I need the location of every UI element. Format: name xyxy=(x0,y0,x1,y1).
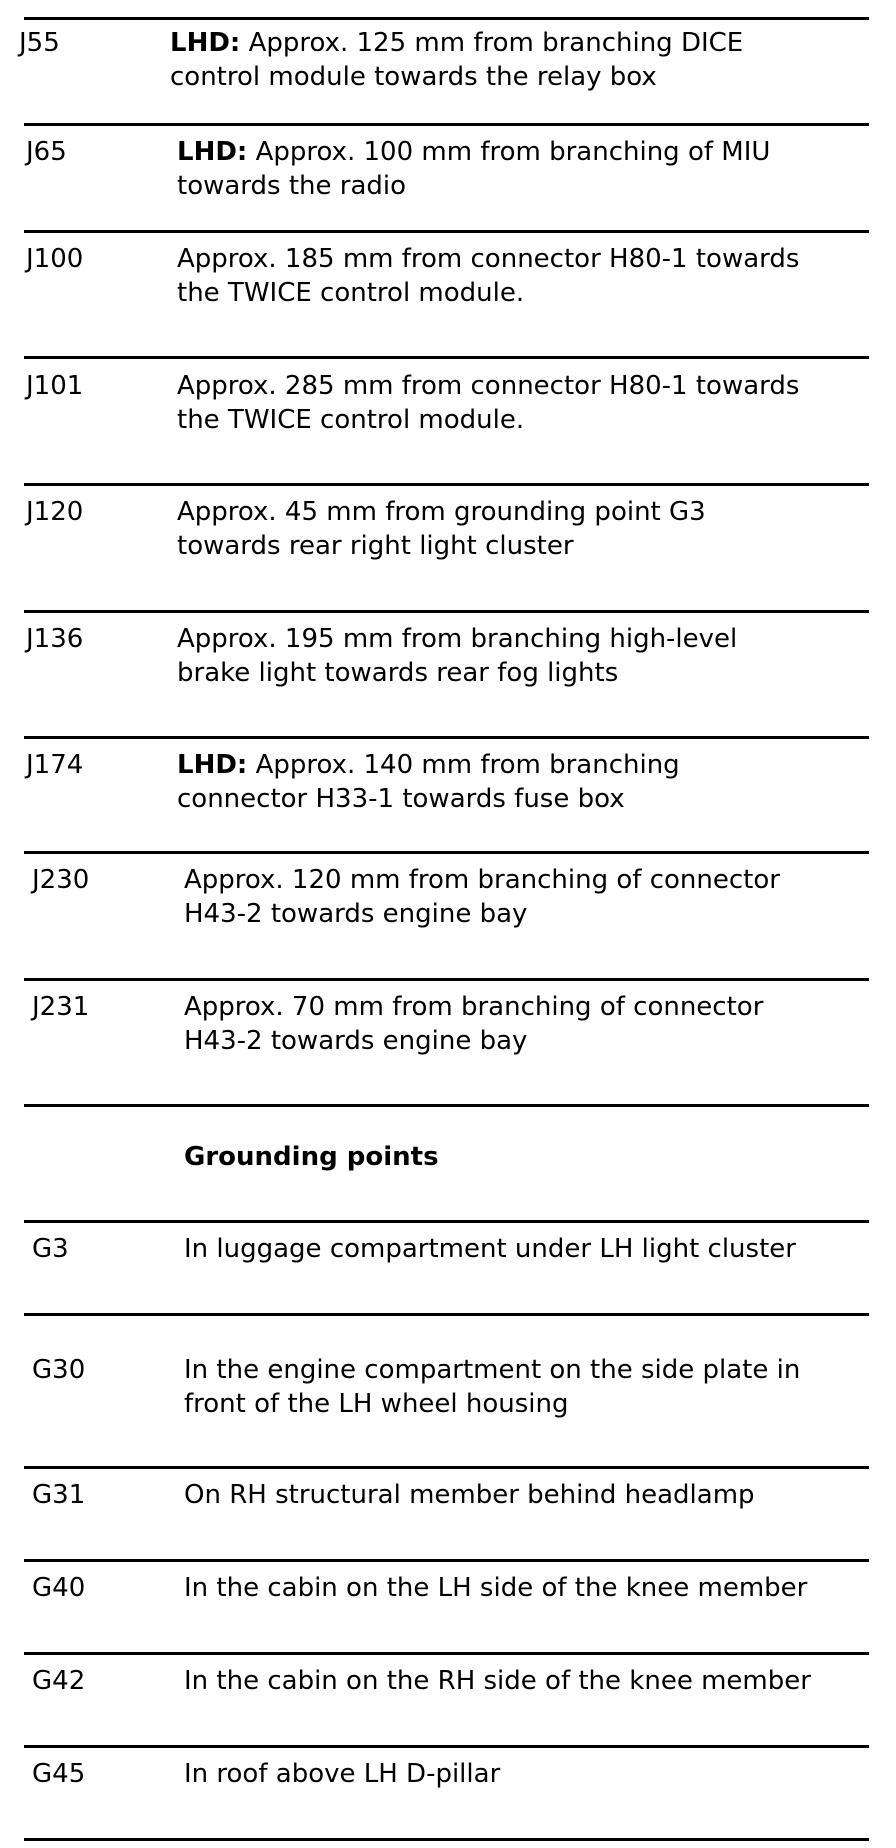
row-description-line: In the cabin on the LH side of the knee member xyxy=(184,1573,808,1603)
row-description xyxy=(177,242,799,310)
row-description xyxy=(184,990,763,1058)
row-code: G42 xyxy=(32,1666,86,1696)
table-rule xyxy=(24,610,869,613)
row-description-text: Approx. 140 mm from branching xyxy=(255,750,680,780)
row-description-line: In roof above LH D-pillar xyxy=(184,1759,501,1789)
row-code: J100 xyxy=(26,244,84,274)
row-description xyxy=(184,1664,811,1698)
row-description-line: connector H33-1 towards fuse box xyxy=(177,784,625,814)
row-code: J65 xyxy=(26,137,67,167)
row-description xyxy=(177,495,706,563)
section-heading: Grounding points xyxy=(184,1142,439,1172)
table-rule xyxy=(24,978,869,981)
lhd-label: LHD: xyxy=(177,750,248,780)
row-description-line xyxy=(177,748,680,782)
row-code: G31 xyxy=(32,1480,86,1510)
table-rule xyxy=(24,1559,869,1562)
table-rule xyxy=(24,851,869,854)
row-description-line: On RH structural member behind headlamp xyxy=(184,1480,755,1510)
table-rule xyxy=(24,483,869,486)
row-code: J174 xyxy=(26,750,84,780)
row-description xyxy=(177,748,680,816)
row-code: J231 xyxy=(32,992,90,1022)
row-description-line: Approx. 285 mm from connector H80-1 towards xyxy=(177,371,800,401)
row-description xyxy=(184,1353,800,1421)
table-rule xyxy=(24,1104,869,1107)
row-description-line xyxy=(177,135,770,169)
row-description xyxy=(184,1232,796,1266)
table-rule xyxy=(24,1466,869,1469)
row-code: G40 xyxy=(32,1573,86,1603)
row-description-line: H43-2 towards engine bay xyxy=(184,1026,528,1056)
table-rule xyxy=(24,1652,869,1655)
row-description-line: Approx. 120 mm from branching of connector xyxy=(184,865,780,895)
table-rule xyxy=(24,356,869,359)
row-description-line: control module towards the relay box xyxy=(170,62,657,92)
row-description xyxy=(177,369,799,437)
row-code: J230 xyxy=(32,865,90,895)
row-description-line: towards the radio xyxy=(177,171,407,201)
table-rule xyxy=(24,736,869,739)
row-description-text: Approx. 125 mm from branching DICE xyxy=(248,28,744,58)
lhd-label: LHD: xyxy=(170,28,241,58)
row-description-line: the TWICE control module. xyxy=(177,278,525,308)
row-description-line: Approx. 70 mm from branching of connector xyxy=(184,992,764,1022)
row-code: G3 xyxy=(32,1234,69,1264)
table-rule xyxy=(24,1313,869,1316)
table-rule xyxy=(24,17,869,20)
row-description xyxy=(184,1478,755,1512)
row-description xyxy=(177,135,770,203)
row-description xyxy=(184,863,780,931)
row-description xyxy=(184,1757,500,1791)
lhd-label: LHD: xyxy=(177,137,248,167)
row-description-line: In luggage compartment under LH light cluster xyxy=(184,1234,796,1264)
table-rule xyxy=(24,1745,869,1748)
row-code: J136 xyxy=(26,624,84,654)
row-code: J120 xyxy=(26,497,84,527)
row-description-line: towards rear right light cluster xyxy=(177,531,574,561)
row-description-line: Approx. 185 mm from connector H80-1 towards xyxy=(177,244,800,274)
row-description xyxy=(177,622,737,690)
row-description-line: In the cabin on the RH side of the knee member xyxy=(184,1666,811,1696)
table-rule xyxy=(24,1220,869,1223)
row-description-line: the TWICE control module. xyxy=(177,405,525,435)
row-code: J101 xyxy=(26,371,84,401)
table-rule xyxy=(24,123,869,126)
row-description-line: Approx. 195 mm from branching high-level xyxy=(177,624,738,654)
row-description-line: Approx. 45 mm from grounding point G3 xyxy=(177,497,706,527)
table-rule xyxy=(24,1838,869,1841)
row-code: G45 xyxy=(32,1759,86,1789)
row-description-line: front of the LH wheel housing xyxy=(184,1389,569,1419)
row-description-line: In the engine compartment on the side plate in xyxy=(184,1355,801,1385)
row-description-line xyxy=(170,26,743,60)
row-code: G30 xyxy=(32,1355,86,1385)
row-description-text: Approx. 100 mm from branching of MIU xyxy=(255,137,771,167)
row-description-line: H43-2 towards engine bay xyxy=(184,899,528,929)
row-description-line: brake light towards rear fog lights xyxy=(177,658,619,688)
table-rule xyxy=(24,230,869,233)
row-description xyxy=(184,1571,807,1605)
row-description xyxy=(170,26,743,94)
row-code: J55 xyxy=(19,28,60,58)
